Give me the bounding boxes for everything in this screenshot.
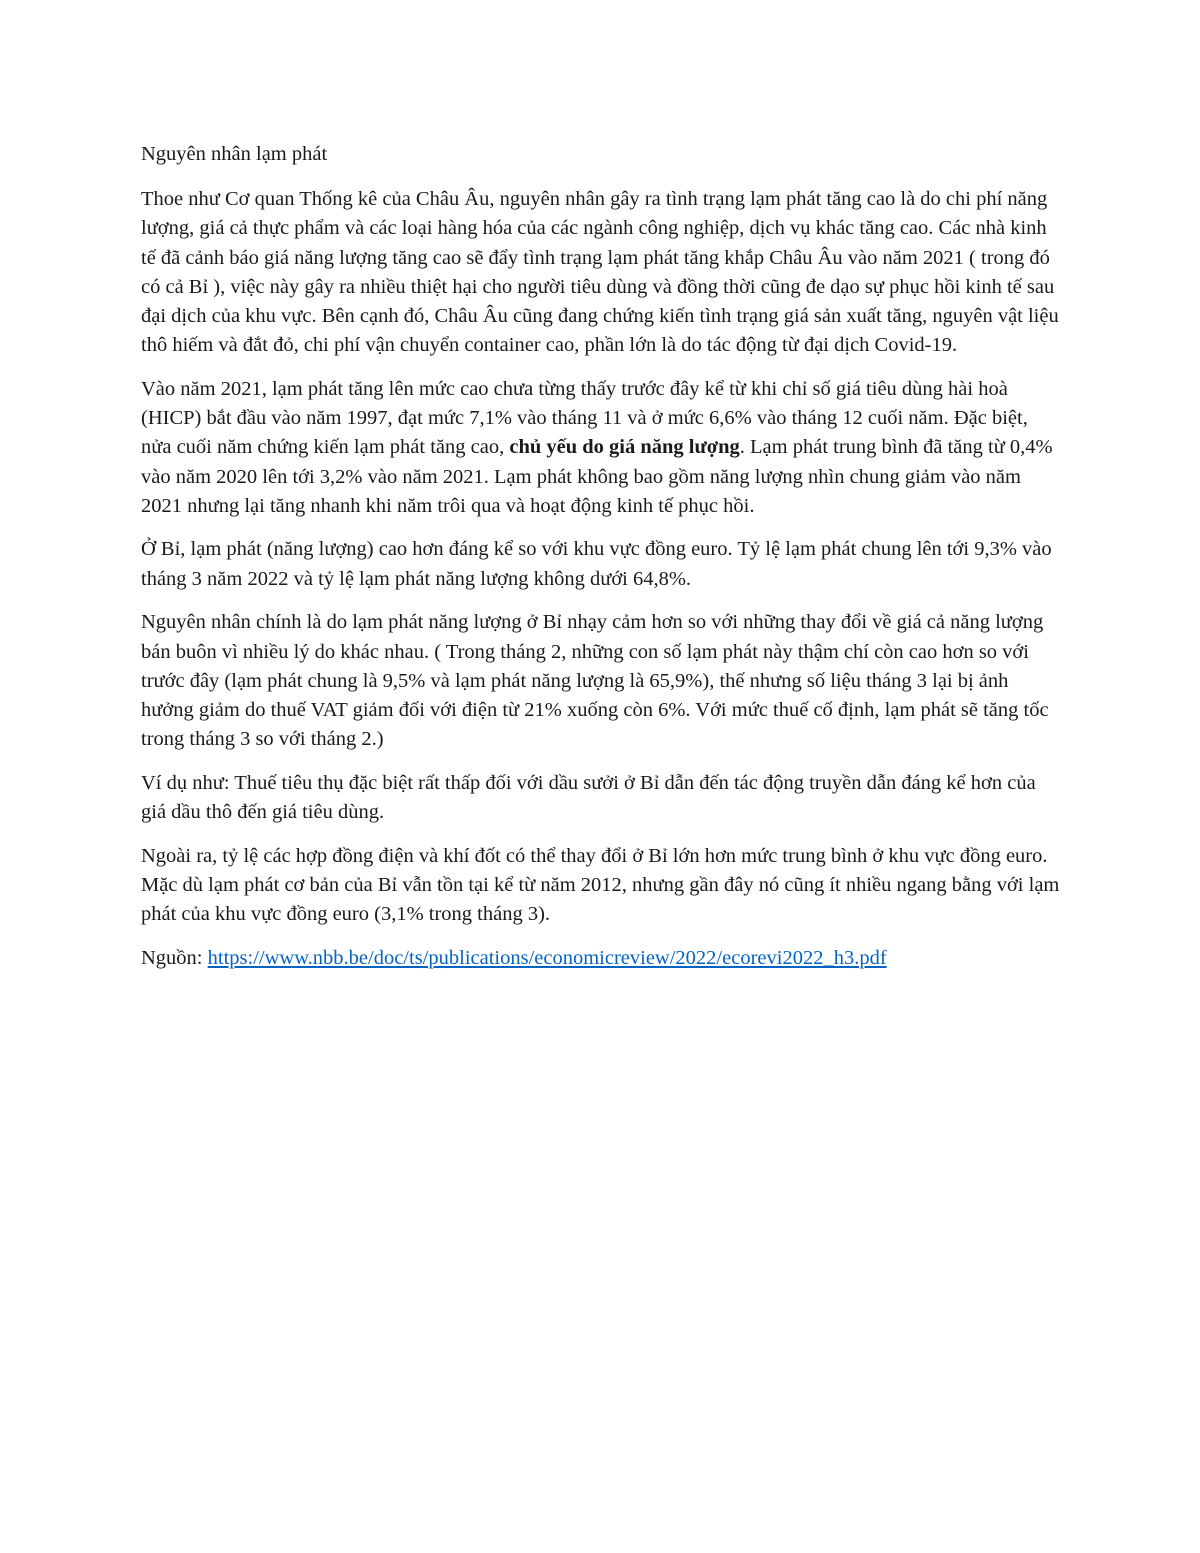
paragraph-main-reason: Nguyên nhân chính là do lạm phát năng lượng ở Bỉ nhạy cảm hơn so với những thay đổi về giá cả năng lượng bán buôn vì nhiều lý do khác nhau. ( Trong tháng 2, những con số lạm phát này thậm chí còn cao hơn so với trước đây (lạm phát chung là 9,5% và lạm phát năng lượng là 65,9%), thế nhưng số liệu tháng 3 lại bị ảnh hưởng giảm do thuế VAT giảm đối với điện từ 21% xuống còn 6%. Với mức thuế cố định, lạm phát sẽ tăng tốc trong tháng 3 so với tháng 2.) — [141, 611, 1049, 751]
paragraph-example: Ví dụ như: Thuế tiêu thụ đặc biệt rất thấp đối với dầu sưởi ở Bỉ dẫn đến tác động truyền dẫn đáng kể hơn của giá dầu thô đến giá tiêu dùng. — [141, 771, 1036, 824]
paragraph-inflation-2021 — [141, 375, 1061, 521]
paragraph-text: Vào năm 2021, lạm phát tăng lên mức cao chưa từng thấy trước đây kể từ khi chỉ số giá tiêu dùng hài hoà (HICP) bắt đầu vào năm 1997, đạt mức 7,1% vào tháng 11 và ở mức 6,6% vào tháng 12 cuối năm. Đặc biệt, nửa cuối năm chứng kiến lạm phát tăng cao, — [141, 377, 1028, 459]
source-label: Nguồn: — [141, 946, 208, 969]
paragraph-causes: Thoe như Cơ quan Thống kê của Châu Âu, nguyên nhân gây ra tình trạng lạm phát tăng cao là do chi phí năng lượng, giá cả thực phẩm và các loại hàng hóa của các ngành công nghiệp, dịch vụ khác tăng cao. Các nhà kinh tế đã cảnh báo giá năng lượng tăng cao sẽ đẩy tình trạng lạm phát tăng khắp Châu Âu vào năm 2021 ( trong đó có cả Bỉ ), việc này gây ra nhiều thiệt hại cho người tiêu dùng và đồng thời cũng đe dạo sự phục hồi kinh tế sau đại dịch của khu vực. Bên cạnh đó, Châu Âu cũng đang chứng kiến tình trạng giá sản xuất tăng, nguyên vật liệu thô hiếm và đắt đỏ, chi phí vận chuyển container cao, phần lớn là do tác động từ đại dịch Covid-19. — [141, 188, 1059, 357]
bold-emphasis: chủ yếu do giá năng lượng — [509, 436, 740, 459]
document-title: Nguyên nhân lạm phát — [141, 143, 328, 165]
source-line — [141, 944, 1061, 973]
paragraph-text: . Lạm phát trung bình đã tăng từ 0,4% vào năm 2020 lên tới 3,2% vào năm 2021. Lạm phát không bao gồm năng lượng nhìn chung giảm vào năm 2021 nhưng lại tăng nhanh khi năm trôi qua và hoạt động kinh tế phục hồi. — [141, 436, 1053, 517]
document-page — [141, 140, 1061, 988]
paragraph-contracts: Ngoài ra, tỷ lệ các hợp đồng điện và khí đốt có thể thay đổi ở Bỉ lớn hơn mức trung bình ở khu vực đồng euro. Mặc dù lạm phát cơ bản của Bỉ vẫn tồn tại kể từ năm 2012, nhưng gần đây nó cũng ít nhiều ngang bằng với lạm phát của khu vực đồng euro (3,1% trong tháng 3). — [141, 844, 1060, 926]
paragraph-belgium-inflation: Ở Bỉ, lạm phát (năng lượng) cao hơn đáng kể so với khu vực đồng euro. Tỷ lệ lạm phát chung lên tới 9,3% vào tháng 3 năm 2022 và tỷ lệ lạm phát năng lượng không dưới 64,8%. — [141, 538, 1052, 590]
source-link[interactable]: https://www.nbb.be/doc/ts/publications/economicreview/2022/ecorevi2022_h3.pdf — [207, 946, 887, 969]
